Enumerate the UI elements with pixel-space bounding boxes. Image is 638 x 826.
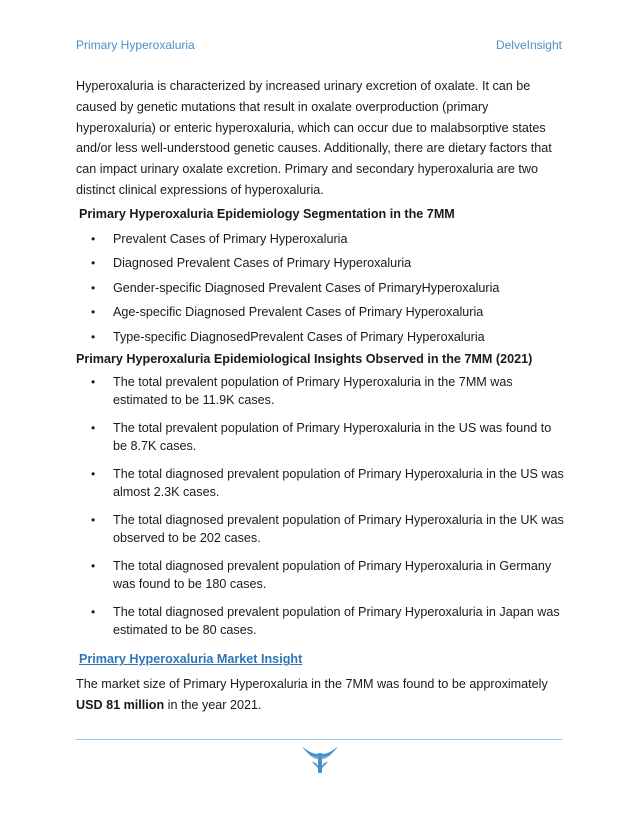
bullet: •: [91, 375, 96, 390]
list-item: [76, 303, 564, 321]
list-item-text: Prevalent Cases of Primary Hyperoxaluria: [113, 231, 348, 246]
list-item: [76, 465, 564, 501]
market-size-value: USD 81 million: [76, 698, 165, 713]
list-item-text: Diagnosed Prevalent Cases of Primary Hyperoxaluria: [113, 256, 412, 271]
list-item-text: The total diagnosed prevalent population of Primary Hyperoxaluria in Germany was found to be 180 cases.: [113, 559, 552, 592]
list-item: [76, 603, 564, 639]
bullet: •: [91, 513, 96, 528]
delveinsight-logo-icon: [300, 742, 340, 776]
list-item-text: The total diagnosed prevalent population of Primary Hyperoxaluria in the US was almost 2.3K cases.: [113, 467, 564, 500]
bullet: •: [91, 605, 96, 620]
market-paragraph: [76, 674, 564, 716]
market-text-before: The market size of Primary Hyperoxaluria in the 7MM was found to be approximately: [76, 677, 548, 692]
list-item-text: The total prevalent population of Primary Hyperoxaluria in the 7MM was estimated to be 11.9K cases.: [113, 375, 513, 408]
insights-heading: Primary Hyperoxaluria Epidemiological Insights Observed in the 7MM (2021): [76, 351, 533, 366]
list-item: [76, 279, 564, 297]
list-item-text: Gender-specific Diagnosed Prevalent Cases of PrimaryHyperoxaluria: [113, 280, 500, 295]
bullet: •: [91, 280, 96, 295]
bullet: •: [91, 231, 96, 246]
list-item: [76, 419, 564, 455]
list-item: [76, 230, 564, 248]
bullet: •: [91, 559, 96, 574]
list-item: [76, 557, 564, 593]
list-item: [76, 328, 564, 346]
list-item-text: The total diagnosed prevalent population of Primary Hyperoxaluria in Japan was estimated to be 80 cases.: [113, 605, 560, 638]
bullet: •: [91, 467, 96, 482]
header-document-title: Primary Hyperoxaluria: [76, 38, 195, 52]
footer-divider: [76, 739, 562, 740]
list-item: [76, 373, 564, 409]
list-item: [76, 254, 564, 272]
list-item-text: The total prevalent population of Primary Hyperoxaluria in the US was found to be 8.7K cases.: [113, 421, 552, 454]
list-item-text: Age-specific Diagnosed Prevalent Cases of Primary Hyperoxaluria: [113, 305, 484, 320]
page-content: [76, 76, 564, 716]
insights-list: [76, 373, 564, 639]
bullet: •: [91, 329, 96, 344]
bullet: •: [91, 305, 96, 320]
segmentation-heading: Primary Hyperoxaluria Epidemiology Segmentation in the 7MM: [79, 206, 455, 221]
market-insight-link[interactable]: Primary Hyperoxaluria Market Insight: [79, 652, 303, 667]
market-text-after: in the year 2021.: [164, 698, 262, 713]
page-header: [76, 38, 562, 52]
header-company-name: DelveInsight: [495, 38, 562, 52]
list-item: [76, 511, 564, 547]
list-item-text: Type-specific DiagnosedPrevalent Cases of Primary Hyperoxaluria: [113, 329, 485, 344]
bullet: •: [91, 256, 96, 271]
bullet: •: [91, 421, 96, 436]
intro-paragraph: Hyperoxaluria is characterized by increased urinary excretion of oxalate. It can be caused by genetic mutations that result in oxalate overproduction (primary hyperoxaluria) or enteric hyperoxaluria, which can occur due to malabsorptive states and/or less well-understood genetic causes. Additionally, there are dietary factors that can impact urinary oxalate excretion. Primary and secondary hyperoxaluria are two distinct clinical expressions of hyperoxaluria.: [76, 79, 552, 197]
segmentation-list: [76, 230, 564, 346]
list-item-text: The total diagnosed prevalent population of Primary Hyperoxaluria in the UK was observed to be 202 cases.: [113, 513, 564, 546]
